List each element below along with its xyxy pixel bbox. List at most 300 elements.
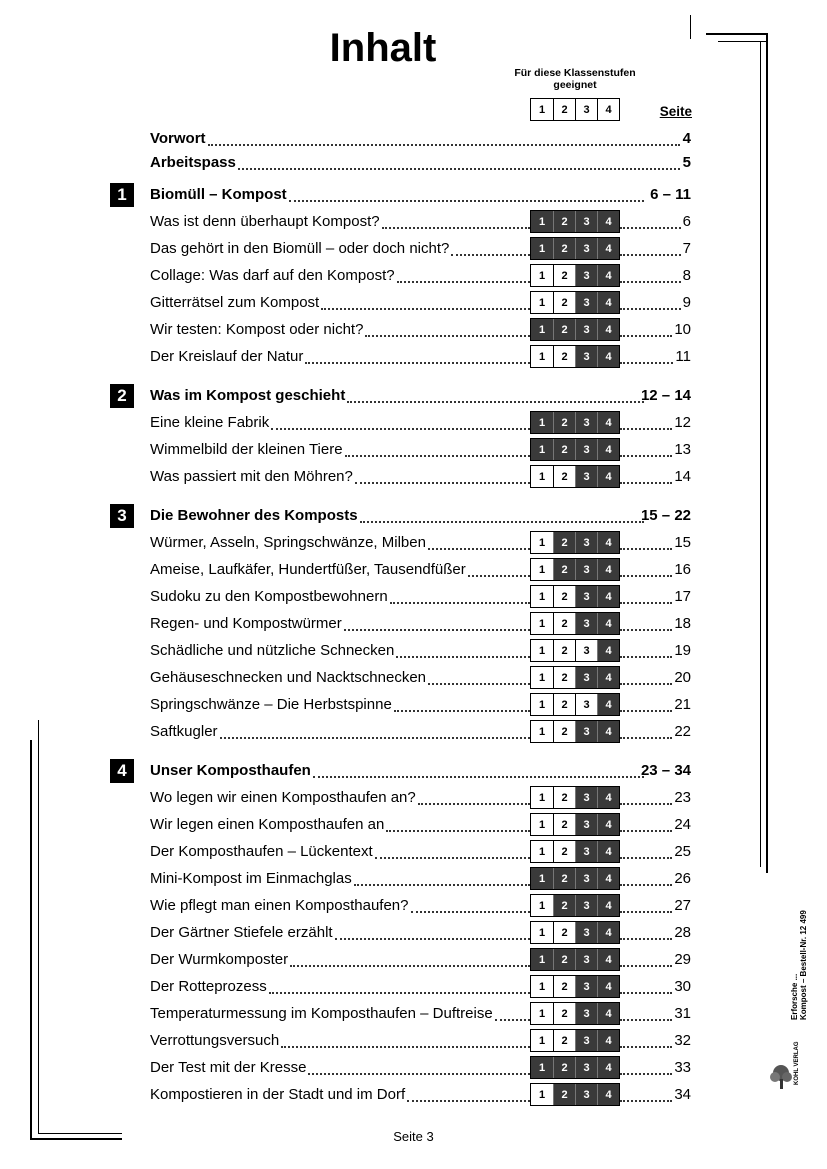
entry-page: 18 [674, 615, 691, 632]
grade-box: 3 [575, 439, 597, 460]
grade-box: 3 [575, 1084, 597, 1105]
grade-boxes [530, 612, 620, 635]
entry-title: Wo legen wir einen Komposthaufen an? [150, 789, 416, 806]
toc-entry[interactable] [150, 922, 691, 944]
grade-box: 2 [553, 466, 575, 487]
grade-box: 3 [575, 949, 597, 970]
grade-boxes [530, 411, 620, 434]
entry-page: 4 [682, 130, 691, 147]
entry-title: Der Wurmkomposter [150, 951, 289, 968]
grade-box: 4 [597, 1003, 619, 1024]
leader-dots [620, 428, 672, 430]
entry-page: 28 [674, 924, 691, 941]
toc-entry[interactable] [150, 586, 691, 608]
leader-dots [360, 521, 644, 523]
entry-page: 23 [674, 789, 691, 806]
entry-page: 24 [674, 816, 691, 833]
grade-boxes [530, 264, 620, 287]
grade-box: 2 [553, 721, 575, 742]
grade-box: 1 [531, 787, 553, 808]
leader-dots [620, 830, 672, 832]
entry-title: Das gehört in den Biomüll – oder doch nicht? [150, 240, 450, 257]
grade-boxes [530, 291, 620, 314]
leader-dots [354, 884, 530, 886]
grade-boxes [530, 813, 620, 836]
grade-box: 1 [531, 1030, 553, 1051]
grade-boxes [530, 318, 620, 341]
grade-boxes [530, 558, 620, 581]
grade-box: 1 [531, 613, 553, 634]
section-number: 1 [110, 183, 134, 207]
entry-page: 9 [682, 294, 691, 311]
entry-page: 32 [674, 1032, 691, 1049]
publisher-name: KOHL VERLAG [794, 1041, 800, 1085]
grade-box: 4 [597, 265, 619, 286]
grade-box: 3 [575, 787, 597, 808]
toc-entry[interactable] [150, 667, 691, 689]
entry-page: 21 [674, 696, 691, 713]
grade-box: 1 [531, 895, 553, 916]
leader-dots [620, 710, 672, 712]
entry-title: Arbeitspass [150, 154, 236, 171]
section-pages: 6 – 11 [650, 186, 691, 203]
grade-legend-box: 4 [597, 99, 619, 120]
grade-boxes [530, 210, 620, 233]
leader-dots [208, 144, 680, 146]
leader-dots [620, 1100, 672, 1102]
grade-box: 2 [553, 532, 575, 553]
toc-entry[interactable] [150, 814, 691, 836]
toc-entry[interactable] [150, 721, 691, 743]
grade-box: 3 [575, 1003, 597, 1024]
grade-box: 4 [597, 346, 619, 367]
entry-title: Ameise, Laufkäfer, Hundertfüßer, Tausendfüßer [150, 561, 466, 578]
grade-box: 2 [553, 238, 575, 259]
grade-boxes [530, 786, 620, 809]
grade-box: 2 [553, 1057, 575, 1078]
grade-boxes [530, 693, 620, 716]
grade-box: 3 [575, 532, 597, 553]
grade-box: 2 [553, 841, 575, 862]
grade-box: 4 [597, 613, 619, 634]
grade-box: 1 [531, 319, 553, 340]
entry-page: 11 [675, 348, 691, 365]
leader-dots [396, 656, 530, 658]
grade-box: 2 [553, 895, 575, 916]
grade-box: 4 [597, 1057, 619, 1078]
leader-dots [428, 683, 530, 685]
grade-box: 3 [575, 667, 597, 688]
section-title: Unser Komposthaufen [150, 762, 311, 779]
leader-dots [418, 803, 530, 805]
toc-entry[interactable] [150, 238, 691, 260]
leader-dots [620, 575, 672, 577]
grade-box: 3 [575, 1030, 597, 1051]
entry-page: 12 [674, 414, 691, 431]
entry-page: 13 [674, 441, 691, 458]
leader-dots [281, 1046, 530, 1048]
grade-box: 4 [597, 787, 619, 808]
grade-box: 4 [597, 814, 619, 835]
grade-box: 3 [575, 346, 597, 367]
grade-box: 4 [597, 586, 619, 607]
grade-box: 1 [531, 814, 553, 835]
leader-dots [355, 482, 530, 484]
leader-dots [620, 737, 672, 739]
entry-page: 27 [674, 897, 691, 914]
toc-entry[interactable] [150, 346, 691, 368]
section-number: 3 [110, 504, 134, 528]
leader-dots [344, 629, 530, 631]
grade-box: 4 [597, 412, 619, 433]
toc-entry[interactable] [150, 1030, 691, 1052]
entry-page: 20 [674, 669, 691, 686]
entry-page: 30 [674, 978, 691, 995]
grade-box: 3 [575, 319, 597, 340]
leader-dots [495, 1019, 530, 1021]
leader-dots [620, 281, 681, 283]
grade-box: 2 [553, 814, 575, 835]
grade-boxes [530, 585, 620, 608]
grade-box: 4 [597, 319, 619, 340]
grade-box: 4 [597, 559, 619, 580]
grade-box: 4 [597, 439, 619, 460]
grade-box: 3 [575, 895, 597, 916]
leader-dots [620, 482, 672, 484]
entry-page: 25 [674, 843, 691, 860]
side-label-line: Kompost – Bestell-Nr. 12 499 [799, 910, 808, 1020]
entry-title: Eine kleine Fabrik [150, 414, 270, 431]
leader-dots [347, 401, 644, 403]
grade-boxes [530, 1029, 620, 1052]
grade-box: 1 [531, 841, 553, 862]
grade-box: 1 [531, 1084, 553, 1105]
grade-boxes [530, 531, 620, 554]
grade-boxes [530, 921, 620, 944]
toc-entry[interactable] [150, 559, 691, 581]
toc-front-entry[interactable] [150, 128, 691, 150]
grade-box: 2 [553, 439, 575, 460]
entry-title: Temperaturmessung im Komposthaufen – Duftreise [150, 1005, 493, 1022]
grade-box: 1 [531, 694, 553, 715]
toc-entry[interactable] [150, 868, 691, 890]
grade-box: 1 [531, 532, 553, 553]
toc-section-heading[interactable] [150, 184, 691, 206]
grade-box: 4 [597, 1030, 619, 1051]
grade-boxes [530, 1056, 620, 1079]
frame-line [766, 33, 768, 873]
leader-dots [271, 428, 530, 430]
grade-box: 1 [531, 346, 553, 367]
entry-page: 10 [674, 321, 691, 338]
entry-page: 22 [674, 723, 691, 740]
entry-title: Gehäuseschnecken und Nacktschnecken [150, 669, 427, 686]
entry-title: Verrottungsversuch [150, 1032, 280, 1049]
leader-dots [620, 857, 672, 859]
leader-dots [620, 992, 672, 994]
toc-entry[interactable] [150, 895, 691, 917]
grade-box: 3 [575, 466, 597, 487]
toc-entry[interactable] [150, 292, 691, 314]
entry-title: Der Gärtner Stiefele erzählt [150, 924, 333, 941]
entry-page: 26 [674, 870, 691, 887]
grade-box: 2 [553, 1003, 575, 1024]
grade-box: 2 [553, 694, 575, 715]
leader-dots [290, 965, 530, 967]
grade-box: 2 [553, 613, 575, 634]
leader-dots [620, 803, 672, 805]
grade-box: 4 [597, 976, 619, 997]
leader-dots [620, 683, 672, 685]
entry-title: Mini-Kompost im Einmachglas [150, 870, 352, 887]
grade-boxes [530, 438, 620, 461]
leader-dots [620, 362, 673, 364]
section-title: Biomüll – Kompost [150, 186, 287, 203]
grade-boxes [530, 1002, 620, 1025]
grade-box: 2 [553, 1084, 575, 1105]
grade-box: 4 [597, 841, 619, 862]
grade-box: 1 [531, 211, 553, 232]
entry-title: Wir legen einen Komposthaufen an [150, 816, 385, 833]
grade-box: 1 [531, 721, 553, 742]
grade-boxes [530, 465, 620, 488]
toc-entry[interactable] [150, 319, 691, 341]
toc-entry[interactable] [150, 1003, 691, 1025]
entry-page: 16 [674, 561, 691, 578]
grade-box: 1 [531, 265, 553, 286]
leader-dots [386, 830, 530, 832]
entry-page: 17 [674, 588, 691, 605]
grade-box: 3 [575, 694, 597, 715]
leader-dots [620, 1046, 672, 1048]
toc-entry[interactable] [150, 1057, 691, 1079]
grade-box: 1 [531, 412, 553, 433]
grade-box: 4 [597, 640, 619, 661]
leader-dots [407, 1100, 530, 1102]
toc-entry[interactable] [150, 1084, 691, 1106]
entry-title: Sudoku zu den Kompostbewohnern [150, 588, 388, 605]
page-column-label: Seite [659, 104, 692, 119]
grade-boxes [530, 237, 620, 260]
grade-box: 2 [553, 586, 575, 607]
leader-dots [620, 629, 672, 631]
grade-box: 3 [575, 721, 597, 742]
leader-dots [620, 1019, 672, 1021]
toc-entry[interactable] [150, 841, 691, 863]
leader-dots [345, 455, 530, 457]
toc-entry[interactable] [150, 787, 691, 809]
grade-box: 2 [553, 292, 575, 313]
entry-page: 8 [682, 267, 691, 284]
leader-dots [394, 710, 530, 712]
grade-box: 1 [531, 1003, 553, 1024]
entry-title: Vorwort [150, 130, 206, 147]
entry-title: Regen- und Kompostwürmer [150, 615, 342, 632]
page-footer: Seite 3 [393, 1129, 434, 1144]
toc-entry[interactable] [150, 976, 691, 998]
entry-title: Der Kreislauf der Natur [150, 348, 304, 365]
grade-box: 1 [531, 292, 553, 313]
toc-entry[interactable] [150, 694, 691, 716]
leader-dots [620, 548, 672, 550]
grade-box: 1 [531, 922, 553, 943]
grade-legend-box: 2 [553, 99, 575, 120]
grade-box: 2 [553, 922, 575, 943]
leader-dots [308, 1073, 530, 1075]
grade-box: 4 [597, 466, 619, 487]
toc-section-heading[interactable] [150, 505, 691, 527]
entry-title: Wimmelbild der kleinen Tiere [150, 441, 343, 458]
grade-boxes [530, 666, 620, 689]
grade-boxes [530, 1083, 620, 1106]
grade-box: 2 [553, 265, 575, 286]
grade-box: 3 [575, 814, 597, 835]
section-title: Die Bewohner des Komposts [150, 507, 358, 524]
entry-title: Der Test mit der Kresse [150, 1059, 307, 1076]
toc-front-entry[interactable] [150, 152, 691, 174]
grade-box: 3 [575, 238, 597, 259]
section-number: 4 [110, 759, 134, 783]
toc-section-heading[interactable] [150, 385, 691, 407]
grade-box: 1 [531, 466, 553, 487]
grade-box: 1 [531, 559, 553, 580]
entry-title: Wie pflegt man einen Komposthaufen? [150, 897, 409, 914]
toc-entry[interactable] [150, 466, 691, 488]
entry-title: Wir testen: Kompost oder nicht? [150, 321, 364, 338]
section-pages: 15 – 22 [640, 507, 691, 524]
entry-title: Gitterrätsel zum Kompost [150, 294, 320, 311]
grade-box: 2 [553, 976, 575, 997]
grade-legend [530, 98, 620, 121]
grade-box: 2 [553, 346, 575, 367]
entry-title: Springschwänze – Die Herbstspinne [150, 696, 392, 713]
grade-box: 2 [553, 559, 575, 580]
leader-dots [451, 254, 530, 256]
entry-page: 6 [682, 213, 691, 230]
leader-dots [620, 254, 681, 256]
section-title: Was im Kompost geschieht [150, 387, 346, 404]
grade-box: 3 [575, 1057, 597, 1078]
leader-dots [220, 737, 530, 739]
toc-entry[interactable] [150, 265, 691, 287]
grade-box: 2 [553, 640, 575, 661]
entry-title: Was ist denn überhaupt Kompost? [150, 213, 380, 230]
grade-box: 2 [553, 211, 575, 232]
entry-page: 31 [674, 1005, 691, 1022]
grade-box: 3 [575, 613, 597, 634]
entry-title: Collage: Was darf auf den Kompost? [150, 267, 395, 284]
grades-caption: Für diese Klassenstufen geeignet [514, 67, 636, 91]
section-pages: 23 – 34 [640, 762, 691, 779]
entry-title: Saftkugler [150, 723, 218, 740]
grade-boxes [530, 720, 620, 743]
entry-page: 29 [674, 951, 691, 968]
leader-dots [620, 308, 681, 310]
leader-dots [620, 602, 672, 604]
leader-dots [313, 776, 644, 778]
grade-box: 2 [553, 787, 575, 808]
grade-boxes [530, 639, 620, 662]
grade-box: 2 [553, 949, 575, 970]
entry-title: Der Rotteprozess [150, 978, 267, 995]
side-label [790, 910, 808, 1020]
leader-dots [620, 335, 672, 337]
page-title: Inhalt [329, 26, 437, 70]
leader-dots [468, 575, 530, 577]
grade-box: 1 [531, 586, 553, 607]
grade-box: 3 [575, 841, 597, 862]
section-number: 2 [110, 384, 134, 408]
entry-page: 14 [674, 468, 691, 485]
entry-page: 19 [674, 642, 691, 659]
toc-entry[interactable] [150, 640, 691, 662]
toc-entry[interactable] [150, 211, 691, 233]
grade-box: 4 [597, 922, 619, 943]
toc-entry[interactable] [150, 949, 691, 971]
grade-box: 4 [597, 895, 619, 916]
grade-box: 2 [553, 1030, 575, 1051]
leader-dots [397, 281, 530, 283]
grade-box: 4 [597, 949, 619, 970]
leader-dots [305, 362, 530, 364]
grade-box: 4 [597, 694, 619, 715]
leader-dots [269, 992, 530, 994]
grade-box: 2 [553, 319, 575, 340]
grade-boxes [530, 975, 620, 998]
grade-box: 1 [531, 949, 553, 970]
grade-box: 3 [575, 976, 597, 997]
grade-box: 3 [575, 586, 597, 607]
toc-entry[interactable] [150, 439, 691, 461]
toc-entry[interactable] [150, 412, 691, 434]
grade-boxes [530, 345, 620, 368]
grade-box: 4 [597, 721, 619, 742]
frame-line [30, 740, 32, 1140]
frame-line [760, 41, 761, 867]
leader-dots [620, 1073, 672, 1075]
toc-section-heading[interactable] [150, 760, 691, 782]
grade-box: 2 [553, 667, 575, 688]
grade-box: 1 [531, 640, 553, 661]
leader-dots [335, 938, 530, 940]
toc-entry[interactable] [150, 532, 691, 554]
grade-box: 4 [597, 532, 619, 553]
grade-box: 4 [597, 667, 619, 688]
leader-dots [620, 227, 681, 229]
entry-title: Was passiert mit den Möhren? [150, 468, 353, 485]
leader-dots [382, 227, 530, 229]
leader-dots [620, 911, 672, 913]
entry-page: 34 [674, 1086, 691, 1103]
grade-box: 4 [597, 292, 619, 313]
grade-boxes [530, 840, 620, 863]
leader-dots [620, 938, 672, 940]
grade-boxes [530, 948, 620, 971]
entry-page: 33 [674, 1059, 691, 1076]
grade-legend-box: 3 [575, 99, 597, 120]
entry-page: 7 [682, 240, 691, 257]
leader-dots [620, 884, 672, 886]
toc-entry[interactable] [150, 613, 691, 635]
grade-boxes [530, 894, 620, 917]
grade-box: 2 [553, 868, 575, 889]
grade-box: 3 [575, 640, 597, 661]
grade-box: 1 [531, 976, 553, 997]
grade-legend-box: 1 [531, 99, 553, 120]
entry-title: Schädliche und nützliche Schnecken [150, 642, 395, 659]
frame-line [706, 33, 766, 35]
leader-dots [365, 335, 530, 337]
